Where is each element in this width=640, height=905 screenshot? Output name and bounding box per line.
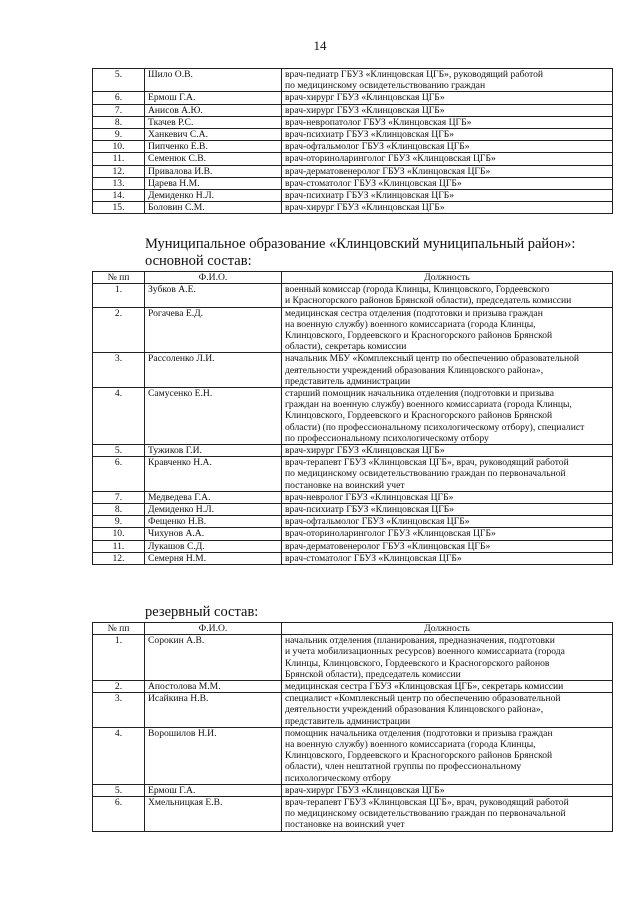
row-position-cell: врач-оториноларинголог ГБУЗ «Клинцовская ЦГБ» bbox=[282, 528, 613, 540]
page-number: 14 bbox=[313, 38, 327, 53]
row-position-cell: врач-педиатр ГБУЗ «Клинцовская ЦГБ», руководящий работой по медицинскому освидетельствованию граждан bbox=[282, 69, 613, 92]
row-name-cell: Ермош Г.А. bbox=[145, 784, 282, 796]
row-number-cell: 2. bbox=[93, 307, 145, 353]
column-header-position: Должность bbox=[282, 272, 613, 284]
table-header-row bbox=[93, 272, 613, 284]
table-row bbox=[93, 190, 613, 202]
row-name-cell: Ткачев Р.С. bbox=[145, 116, 282, 128]
row-position-cell: врач-хирург ГБУЗ «Клинцовская ЦГБ» bbox=[282, 202, 613, 214]
row-position-cell: начальник МБУ «Комплексный центр по обеспечению образовательной деятельности учреждений образования Клинцовского района», представитель администрации bbox=[282, 353, 613, 388]
table-row bbox=[93, 153, 613, 165]
table-row bbox=[93, 457, 613, 492]
row-name-cell: Зубков А.Е. bbox=[145, 284, 282, 307]
row-position-cell: начальник отделения (планирования, предназначения, подготовки и учета мобилизационных ресурсов) военного комиссариата (города Клинцы, Клинцовского, Гордеевского и Красногорского районов Брянской области), председатель комиссии bbox=[282, 635, 613, 681]
row-name-cell: Тужиков Г.И. bbox=[145, 445, 282, 457]
table-main-body bbox=[93, 284, 613, 565]
row-number-cell: 15. bbox=[93, 202, 145, 214]
column-header-position: Должность bbox=[282, 623, 613, 635]
row-number-cell: 5. bbox=[93, 784, 145, 796]
row-position-cell: врач-невролог ГБУЗ «Клинцовская ЦГБ» bbox=[282, 491, 613, 503]
row-number-cell: 8. bbox=[93, 504, 145, 516]
row-name-cell: Апостолова М.М. bbox=[145, 681, 282, 693]
row-position-cell: медицинская сестра отделения (подготовки и призыва граждан на военную службу) военного комиссариата (города Клинцы, Клинцовского, Гордеевского и Красногорского районов Брянской области), секретарь комиссии bbox=[282, 307, 613, 353]
table-row bbox=[93, 69, 613, 92]
table-row bbox=[93, 284, 613, 307]
row-number-cell: 3. bbox=[93, 693, 145, 728]
row-number-cell: 11. bbox=[93, 540, 145, 552]
table-row bbox=[93, 635, 613, 681]
table-row bbox=[93, 797, 613, 832]
row-number-cell: 10. bbox=[93, 141, 145, 153]
row-number-cell: 2. bbox=[93, 681, 145, 693]
row-position-cell: врач-терапевт ГБУЗ «Клинцовская ЦГБ», врач, руководящий работой по медицинскому освидетельствованию граждан по первоначальной постановке на воинский учет bbox=[282, 797, 613, 832]
row-name-cell: Хмельницкая Е.В. bbox=[145, 797, 282, 832]
row-number-cell: 6. bbox=[93, 92, 145, 104]
row-name-cell: Кравченко Н.А. bbox=[145, 457, 282, 492]
row-position-cell: помощник начальника отделения (подготовки и призыва граждан на военную службу) военного комиссариата (города Клинцы, Клинцовского, Гордеевского и Красногорского районов Брянской области), член нештатной группы по профессиональному психологическому отбору bbox=[282, 727, 613, 784]
row-number-cell: 1. bbox=[93, 635, 145, 681]
row-position-cell: врач-дерматовенеролог ГБУЗ «Клинцовская ЦГБ» bbox=[282, 540, 613, 552]
row-position-cell: врач-хирург ГБУЗ «Клинцовская ЦГБ» bbox=[282, 784, 613, 796]
table-row bbox=[93, 491, 613, 503]
table-row bbox=[93, 104, 613, 116]
row-number-cell: 12. bbox=[93, 552, 145, 564]
row-number-cell: 5. bbox=[93, 69, 145, 92]
table-row bbox=[93, 693, 613, 728]
row-name-cell: Ермош Г.А. bbox=[145, 92, 282, 104]
row-position-cell: врач-психиатр ГБУЗ «Клинцовская ЦГБ» bbox=[282, 129, 613, 141]
row-number-cell: 1. bbox=[93, 284, 145, 307]
row-name-cell: Исайкина Н.В. bbox=[145, 693, 282, 728]
table-row bbox=[93, 116, 613, 128]
table-row bbox=[93, 129, 613, 141]
row-number-cell: 6. bbox=[93, 797, 145, 832]
row-name-cell: Анисов А.Ю. bbox=[145, 104, 282, 116]
row-name-cell: Рогачева Е.Д. bbox=[145, 307, 282, 353]
table-row bbox=[93, 141, 613, 153]
section-reserve-heading: резервный состав: bbox=[145, 604, 259, 620]
table-row bbox=[93, 528, 613, 540]
row-name-cell: Демиденко Н.Л. bbox=[145, 504, 282, 516]
row-number-cell: 3. bbox=[93, 353, 145, 388]
column-header-name: Ф.И.О. bbox=[145, 272, 282, 284]
table-main-composition bbox=[92, 271, 613, 565]
row-position-cell: военный комиссар (города Клинцы, Клинцовского, Гордеевского и Красногорского районов Брянской области), председатель комиссии bbox=[282, 284, 613, 307]
table-row bbox=[93, 445, 613, 457]
row-name-cell: Шило О.В. bbox=[145, 69, 282, 92]
row-number-cell: 9. bbox=[93, 516, 145, 528]
row-position-cell: врач-терапевт ГБУЗ «Клинцовская ЦГБ», врач, руководящий работой по медицинскому освидетельствованию граждан по первоначальной постановке на воинский учет bbox=[282, 457, 613, 492]
row-number-cell: 8. bbox=[93, 116, 145, 128]
row-name-cell: Пипченко Е.В. bbox=[145, 141, 282, 153]
row-number-cell: 4. bbox=[93, 727, 145, 784]
row-position-cell: врач-хирург ГБУЗ «Клинцовская ЦГБ» bbox=[282, 104, 613, 116]
row-name-cell: Демиденко Н.Л. bbox=[145, 190, 282, 202]
row-position-cell: врач-хирург ГБУЗ «Клинцовская ЦГБ» bbox=[282, 445, 613, 457]
table-header-row bbox=[93, 623, 613, 635]
row-position-cell: врач-хирург ГБУЗ «Клинцовская ЦГБ» bbox=[282, 92, 613, 104]
row-name-cell: Ханкевич С.А. bbox=[145, 129, 282, 141]
row-name-cell: Фещенко Н.В. bbox=[145, 516, 282, 528]
row-number-cell: 9. bbox=[93, 129, 145, 141]
table-continuation-body bbox=[93, 69, 613, 214]
row-number-cell: 11. bbox=[93, 153, 145, 165]
table-row bbox=[93, 784, 613, 796]
row-position-cell: врач-оториноларинголог ГБУЗ «Клинцовская ЦГБ» bbox=[282, 153, 613, 165]
row-name-cell: Царева Н.М. bbox=[145, 177, 282, 189]
table-continuation bbox=[92, 68, 613, 214]
table-reserve-composition bbox=[92, 622, 613, 832]
row-name-cell: Семенюк С.В. bbox=[145, 153, 282, 165]
row-name-cell: Сорокин А.В. bbox=[145, 635, 282, 681]
table-row bbox=[93, 504, 613, 516]
section-main-heading-line1: Муниципальное образование «Клинцовский муниципальный район»: bbox=[145, 236, 576, 252]
table-row bbox=[93, 165, 613, 177]
row-position-cell: врач-офтальмолог ГБУЗ «Клинцовская ЦГБ» bbox=[282, 516, 613, 528]
row-position-cell: врач-психиатр ГБУЗ «Клинцовская ЦГБ» bbox=[282, 190, 613, 202]
column-header-number: № пп bbox=[93, 272, 145, 284]
row-name-cell: Боловин С.М. bbox=[145, 202, 282, 214]
table-row bbox=[93, 202, 613, 214]
table-row bbox=[93, 388, 613, 445]
row-name-cell: Привалова И.В. bbox=[145, 165, 282, 177]
table-row bbox=[93, 307, 613, 353]
row-number-cell: 7. bbox=[93, 491, 145, 503]
table-row bbox=[93, 92, 613, 104]
row-number-cell: 4. bbox=[93, 388, 145, 445]
row-position-cell: специалист «Комплексный центр по обеспечению образовательной деятельности учреждений образования Клинцовского района», представитель администрации bbox=[282, 693, 613, 728]
row-position-cell: врач-стоматолог ГБУЗ «Клинцовская ЦГБ» bbox=[282, 177, 613, 189]
section-main-heading-line2: основной состав: bbox=[145, 253, 252, 269]
row-position-cell: старший помощник начальника отделения (подготовки и призыва граждан на военную службу) военного комиссариата (города Клинцы, Клинцовского, Гордеевского и Красногорского районов Брянской области) (по профессиональному психологическому отбору), специалист по профессиональному психологическому отбору bbox=[282, 388, 613, 445]
row-position-cell: врач-дерматовенеролог ГБУЗ «Клинцовская ЦГБ» bbox=[282, 165, 613, 177]
row-name-cell: Семерня Н.М. bbox=[145, 552, 282, 564]
table-row bbox=[93, 681, 613, 693]
row-number-cell: 13. bbox=[93, 177, 145, 189]
table-reserve-body bbox=[93, 635, 613, 831]
row-name-cell: Рассоленко Л.И. bbox=[145, 353, 282, 388]
row-number-cell: 14. bbox=[93, 190, 145, 202]
table-row bbox=[93, 516, 613, 528]
table-row bbox=[93, 353, 613, 388]
row-position-cell: медицинская сестра ГБУЗ «Клинцовская ЦГБ», секретарь комиссии bbox=[282, 681, 613, 693]
row-position-cell: врач-психиатр ГБУЗ «Клинцовская ЦГБ» bbox=[282, 504, 613, 516]
row-number-cell: 5. bbox=[93, 445, 145, 457]
row-number-cell: 6. bbox=[93, 457, 145, 492]
row-name-cell: Лукашов С.Д. bbox=[145, 540, 282, 552]
row-number-cell: 10. bbox=[93, 528, 145, 540]
row-name-cell: Ворошилов Н.И. bbox=[145, 727, 282, 784]
column-header-name: Ф.И.О. bbox=[145, 623, 282, 635]
table-row bbox=[93, 552, 613, 564]
row-number-cell: 12. bbox=[93, 165, 145, 177]
column-header-number: № пп bbox=[93, 623, 145, 635]
table-row bbox=[93, 177, 613, 189]
row-name-cell: Самусенко Е.Н. bbox=[145, 388, 282, 445]
row-number-cell: 7. bbox=[93, 104, 145, 116]
row-position-cell: врач-стоматолог ГБУЗ «Клинцовская ЦГБ» bbox=[282, 552, 613, 564]
row-name-cell: Медведева Г.А. bbox=[145, 491, 282, 503]
row-position-cell: врач-невропатолог ГБУЗ «Клинцовская ЦГБ» bbox=[282, 116, 613, 128]
table-row bbox=[93, 727, 613, 784]
table-row bbox=[93, 540, 613, 552]
row-position-cell: врач-офтальмолог ГБУЗ «Клинцовская ЦГБ» bbox=[282, 141, 613, 153]
row-name-cell: Чихунов А.А. bbox=[145, 528, 282, 540]
